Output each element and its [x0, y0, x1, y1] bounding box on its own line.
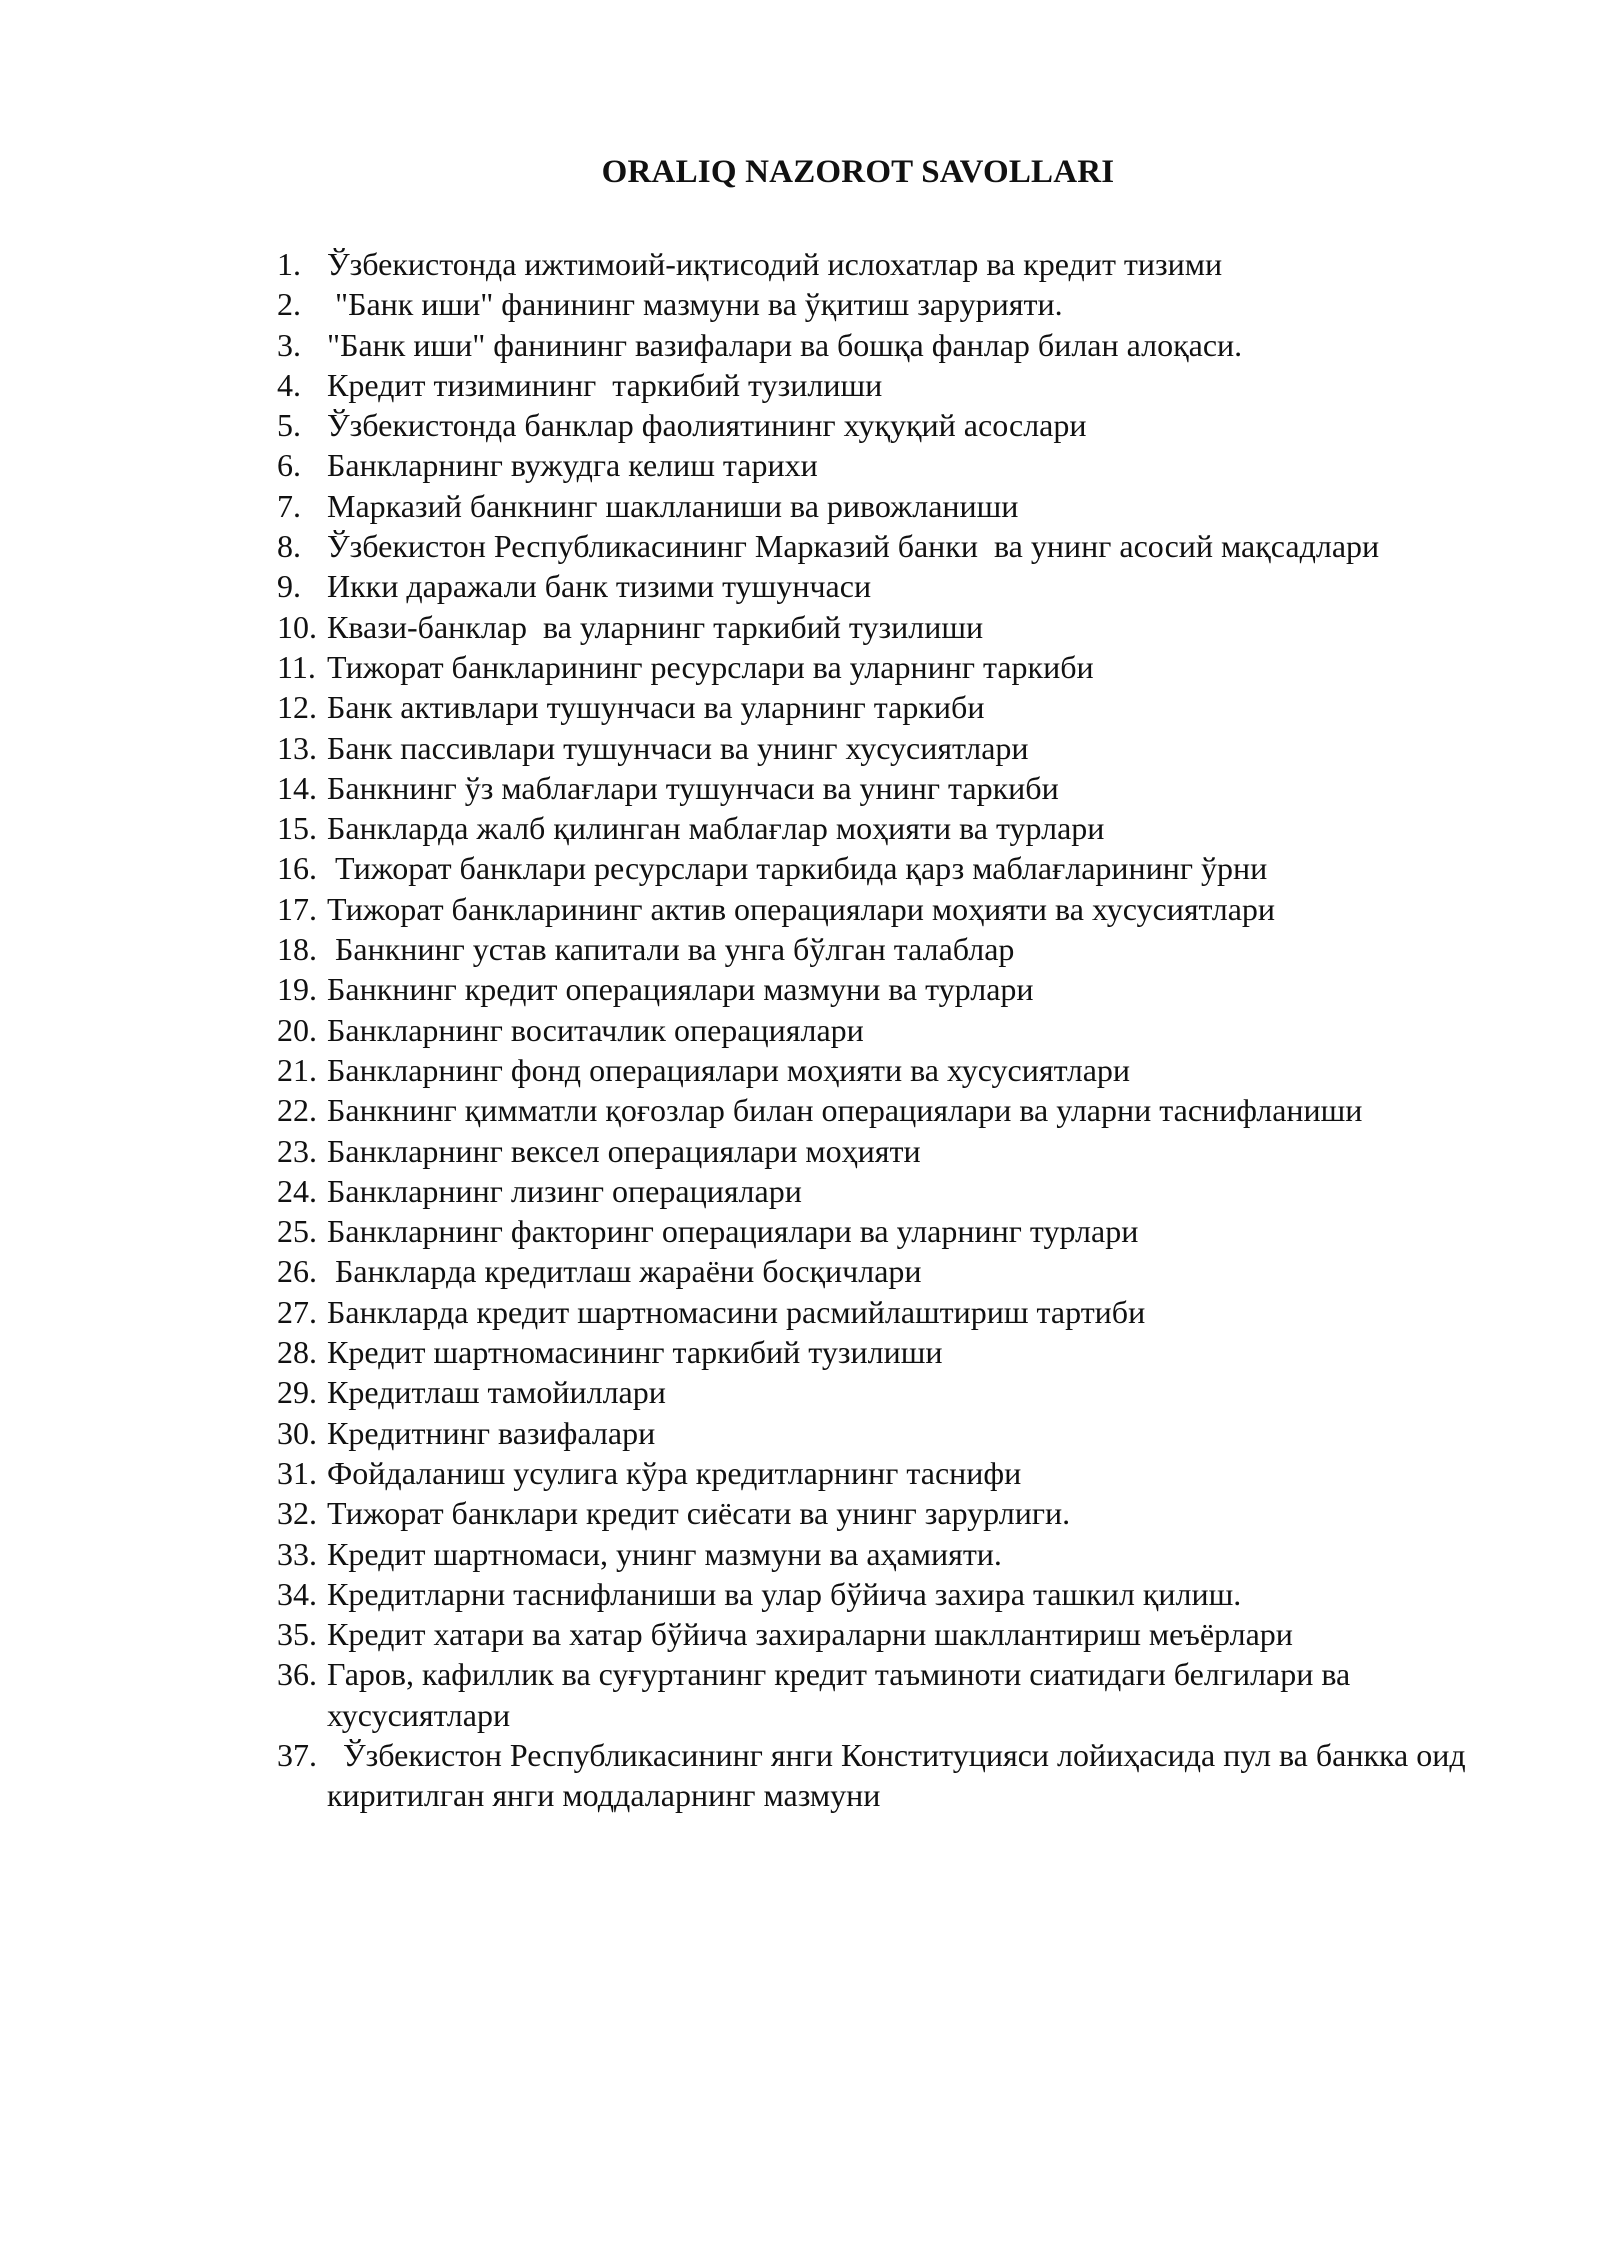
question-text: Ўзбекистон Республикасининг Марказий банки ва унинг асосий мақсадлари — [327, 528, 1380, 565]
question-number: 24. — [277, 1172, 317, 1209]
question-item — [277, 1372, 1477, 1412]
question-number: 25. — [277, 1213, 317, 1250]
question-number: 36. — [277, 1656, 317, 1693]
question-item — [277, 1131, 1477, 1171]
question-item — [277, 1413, 1477, 1453]
question-item — [277, 808, 1477, 848]
question-number: 29. — [277, 1374, 317, 1411]
question-item — [277, 325, 1477, 365]
question-item — [277, 284, 1477, 324]
question-number: 23. — [277, 1132, 317, 1169]
question-text: Марказий банкнинг шаклланиши ва ривожланиши — [327, 487, 1019, 524]
question-number: 6. — [277, 447, 301, 484]
question-number: 8. — [277, 528, 301, 565]
question-number: 15. — [277, 810, 317, 847]
question-item — [277, 365, 1477, 405]
question-item — [277, 1332, 1477, 1372]
question-item — [277, 1735, 1477, 1816]
question-number: 13. — [277, 729, 317, 766]
question-number: 11. — [277, 648, 316, 685]
question-item — [277, 1614, 1477, 1654]
question-item — [277, 607, 1477, 647]
question-number: 14. — [277, 769, 317, 806]
question-text: Банкларнинг вексел операциялари моҳияти — [327, 1132, 921, 1169]
question-text: Тижорат банкларининг актив операциялари моҳияти ва хусусиятлари — [327, 890, 1276, 927]
question-text: Тижорат банклари кредит сиёсати ва унинг зарурлиги. — [327, 1495, 1071, 1532]
question-number: 12. — [277, 689, 317, 726]
question-number: 2. — [277, 286, 301, 323]
question-item — [277, 1251, 1477, 1291]
question-text: Кредитнинг вазифалари — [327, 1414, 656, 1451]
question-text: Банкларнинг вужудга келиш тарихи — [327, 447, 818, 484]
question-text: Квази-банклар ва уларнинг таркибий тузилиши — [327, 608, 984, 645]
question-number: 26. — [277, 1253, 317, 1290]
question-text: Банкларда жалб қилинган маблағлар моҳияти ва турлари — [327, 810, 1105, 847]
question-item — [277, 1090, 1477, 1130]
question-item — [277, 647, 1477, 687]
question-item — [277, 1010, 1477, 1050]
question-item — [277, 486, 1477, 526]
question-item — [277, 1453, 1477, 1493]
question-item — [277, 1534, 1477, 1574]
question-item — [277, 526, 1477, 566]
question-text: Банкнинг устав капитали ва унга бўлган талаблар — [327, 931, 1015, 968]
question-item — [277, 728, 1477, 768]
question-text: Гаров, кафиллик ва суғуртанинг кредит таъминоти сиатидаги белгилари ва хусусиятлари — [327, 1656, 1359, 1733]
question-number: 17. — [277, 890, 317, 927]
question-item — [277, 848, 1477, 888]
question-text: Банкларнинг лизинг операциялари — [327, 1172, 802, 1209]
question-number: 18. — [277, 931, 317, 968]
question-item — [277, 768, 1477, 808]
question-number: 4. — [277, 366, 301, 403]
question-text: Фойдаланиш усулига кўра кредитларнинг таснифи — [327, 1454, 1022, 1491]
question-text: Тижорат банклари ресурслари таркибида қарз маблағларининг ўрни — [327, 850, 1268, 887]
question-item — [277, 1171, 1477, 1211]
question-text: Ўзбекистонда ижтимоий-иқтисодий ислохатлар ва кредит тизими — [327, 246, 1223, 282]
question-item — [277, 1574, 1477, 1614]
question-number: 35. — [277, 1616, 317, 1653]
question-text: Банк пассивлари тушунчаси ва унинг хусусиятлари — [327, 729, 1029, 766]
question-number: 5. — [277, 407, 301, 444]
question-text: Тижорат банкларининг ресурслари ва уларнинг таркиби — [327, 648, 1094, 685]
question-number: 31. — [277, 1454, 317, 1491]
question-text: Банкларда кредитлаш жараёни босқичлари — [327, 1253, 922, 1290]
question-item — [277, 889, 1477, 929]
question-number: 34. — [277, 1575, 317, 1612]
question-number: 3. — [277, 326, 301, 363]
question-number: 28. — [277, 1334, 317, 1371]
question-text: "Банк иши" фанининг мазмуни ва ўқитиш зарурияти. — [327, 286, 1063, 323]
question-text: Банкларнинг воситачлик операциялари — [327, 1011, 864, 1048]
question-item — [277, 445, 1477, 485]
question-text: Кредитлаш тамойиллари — [327, 1374, 666, 1411]
question-number: 22. — [277, 1092, 317, 1129]
question-number: 30. — [277, 1414, 317, 1451]
question-item — [277, 244, 1477, 284]
question-text: Банк активлари тушунчаси ва уларнинг таркиби — [327, 689, 985, 726]
question-number: 32. — [277, 1495, 317, 1532]
question-item — [277, 1050, 1477, 1090]
question-text: "Банк иши" фанининг вазифалари ва бошқа фанлар билан алоқаси. — [327, 326, 1243, 363]
question-item — [277, 929, 1477, 969]
question-text: Кредит тизимининг таркибий тузилиши — [327, 366, 883, 403]
question-number: 10. — [277, 608, 317, 645]
question-text: Банкларнинг факторинг операциялари ва уларнинг турлари — [327, 1213, 1139, 1250]
question-text: Ўзбекистонда банклар фаолиятининг хуқуқий асослари — [327, 407, 1087, 444]
question-text: Кредит шартномаси, унинг мазмуни ва аҳамияти. — [327, 1535, 1002, 1572]
question-item — [277, 1493, 1477, 1533]
question-number: 1. — [277, 246, 301, 282]
question-number: 27. — [277, 1293, 317, 1330]
question-item — [277, 1654, 1477, 1735]
question-text: Ўзбекистон Республикасининг янги Конституцияси лойиҳасида пул ва банкка оид киритилган янги моддаларнинг мазмуни — [327, 1736, 1474, 1814]
question-number: 33. — [277, 1535, 317, 1572]
question-number: 7. — [277, 487, 301, 524]
document-title: ORALIQ NAZOROT SAVOLLARI — [601, 154, 1115, 190]
question-item — [277, 1211, 1477, 1251]
question-text: Кредит хатари ва хатар бўйича захираларни шакллантириш меъёрлари — [327, 1616, 1293, 1653]
question-item — [277, 969, 1477, 1009]
question-item — [277, 1292, 1477, 1332]
question-text: Банкларда кредит шартномасини расмийлаштириш тартиби — [327, 1293, 1146, 1330]
question-text: Банкнинг ўз маблағлари тушунчаси ва унинг таркиби — [327, 769, 1059, 806]
question-text: Кредит шартномасининг таркибий тузилиши — [327, 1334, 943, 1371]
question-text: Банкнинг кредит операциялари мазмуни ва турлари — [327, 971, 1034, 1008]
question-text: Икки даражали банк тизими тушунчаси — [327, 568, 872, 605]
question-text: Кредитларни таснифланиши ва улар бўйича захира ташкил қилиш. — [327, 1575, 1242, 1612]
question-number: 19. — [277, 971, 317, 1008]
question-number: 20. — [277, 1011, 317, 1048]
question-list — [277, 244, 1477, 1816]
question-number: 21. — [277, 1051, 317, 1088]
question-item — [277, 687, 1477, 727]
question-item — [277, 405, 1477, 445]
question-text: Банкнинг қимматли қоғозлар билан операциялари ва уларни таснифланиши — [327, 1092, 1363, 1129]
question-text: Банкларнинг фонд операциялари моҳияти ва хусусиятлари — [327, 1051, 1131, 1088]
question-number: 37. — [277, 1736, 317, 1773]
question-item — [277, 566, 1477, 606]
question-number: 9. — [277, 568, 301, 605]
question-number: 16. — [277, 850, 317, 887]
